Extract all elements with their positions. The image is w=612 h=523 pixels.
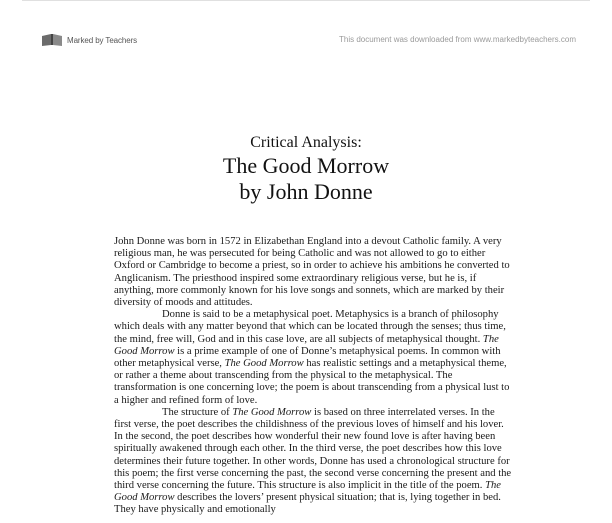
paragraph-2: [114, 309, 512, 407]
essay-body: [114, 236, 512, 517]
poem-title-italic: The Good Morrow: [114, 333, 499, 357]
paragraph-1-text: John Donne was born in 1572 in Elizabethan England into a devout Catholic family. A very religious man, he was persecuted for being Catholic and was not allowed to go to either Oxford or Cambridge to become a priest, so in order to achieve his ambitions he converted to Anglicanism. The priesthood inspired some extraordinary religious verse, but he is, if anything, more commonly known for his love songs and sonnets, which are marked by their diversity of moods and attitudes.: [114, 236, 510, 309]
paragraph-3-text-c: is based on three interrelated verses. In the first verse, the poet describes the childishness of the previous loves of himself and his lover. In the second, the poet describes how wonderful their new found love is after having been spiritually awakened through each other. In the third verse, the poet describes how this love determines their future together. In other words, Donne has used a chronological structure for this poem; the first verse concerning the past, the second verse concerning the present and the third verse concerning the future. This structure is also implicit in the title of the poem.: [114, 406, 512, 492]
document-title: [0, 133, 612, 205]
paragraph-3-text-e: describes the lovers’ present physical situation; that is, lying together in bed. They have physically and emotionally: [114, 492, 501, 516]
poem-title-italic: The Good Morrow: [232, 406, 312, 418]
poem-title-italic: The Good Morrow: [114, 480, 501, 504]
page-header: [0, 0, 612, 60]
book-icon: [41, 33, 63, 47]
paragraph-3: [114, 407, 512, 517]
title-line-1: Critical Analysis:: [250, 134, 362, 151]
download-note: This document was downloaded from www.markedbyteachers.com: [339, 35, 576, 44]
paragraph-3-text-a: The structure of: [162, 406, 233, 418]
paragraph-1: [114, 236, 512, 309]
title-line-3: by John Donne: [239, 179, 373, 204]
logo-text: Marked by Teachers: [67, 35, 138, 45]
title-line-2: The Good Morrow: [222, 153, 390, 178]
paragraph-2-text-c: is a prime example of one of Donne’s metaphysical poems. In common with other metaphysical verse,: [114, 345, 501, 370]
paragraph-2-text-e: has realistic settings and a metaphysical theme, or rather a theme about transcending from the physical to the metaphysical. The transformation is one concerning love; the poem is about transcending from a physical lust to a higher and refined form of love.: [114, 358, 510, 406]
marked-by-teachers-logo[interactable]: [41, 33, 137, 47]
paragraph-2-text-a: Donne is said to be a metaphysical poet. Metaphysics is a branch of philosophy which deals with any matter beyond that which can be located through the senses; thus time, the mind, free will, God and in this case love, are all subjects of metaphysical thought.: [114, 309, 506, 345]
poem-title-italic: The Good Morrow: [224, 358, 304, 370]
